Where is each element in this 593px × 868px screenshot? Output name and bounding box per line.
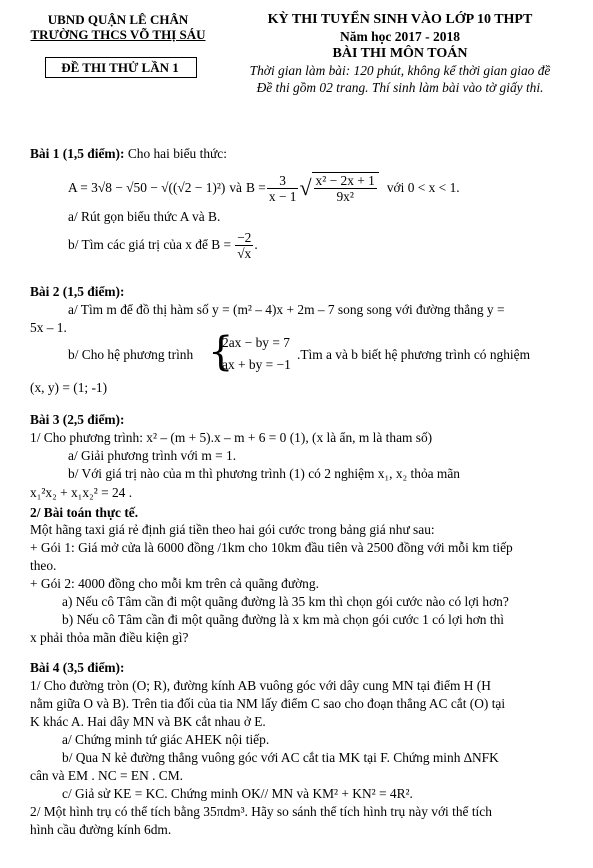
bai4-c: c/ Giả sử KE = KC. Chứng minh OK// MN và KM² + KN² = 4R².	[62, 786, 413, 801]
bai1-expressions	[68, 168, 460, 208]
bai1-heading	[30, 146, 227, 162]
system-eq2: ax + by = −1	[222, 357, 291, 372]
expr-b-fraction	[267, 173, 299, 204]
school-district: UBND QUẬN LÊ CHÂN	[47, 12, 189, 27]
bai3-p1a: a/ Giải phương trình với m = 1.	[68, 448, 237, 463]
expr-b-label: B =	[245, 180, 266, 195]
bai1-intro: Cho hai biểu thức:	[124, 146, 227, 161]
bai1-b-num: −2	[237, 229, 252, 245]
bai3-p2-intro: Một hãng taxi giá rẻ định giá tiền theo hai gói cước trong bảng giá như sau:	[30, 522, 435, 537]
bai1-a: a/ Rút gọn biểu thức A và B.	[68, 209, 221, 224]
bai4-p2-line2: hình cầu đường kính 6dm.	[30, 822, 172, 837]
expr-b-root-den: 9x²	[336, 189, 354, 204]
expr-b-root	[312, 172, 379, 204]
bai4-line3: K khác A. Hai dây MN và BK cắt nhau ở E.	[30, 714, 266, 729]
bai2-a-line2: 5x – 1.	[30, 320, 67, 335]
bai4-line1: 1/ Cho đường tròn (O; R), đường kính AB vuông góc với dây cung MN tại điểm H (H	[30, 678, 491, 693]
expr-a: A = 3√8 − √50 − √((√2 − 1)²)	[68, 180, 226, 195]
bai4-a: a/ Chứng minh tứ giác AHEK nội tiếp.	[62, 732, 270, 747]
bai3-p1b: b/ Với giá trị nào của m thì phương trình (1) có 2 nghiệm x₁, x₂ thỏa mãn	[68, 466, 460, 481]
bai1-b-fraction	[235, 230, 253, 261]
bai3-qb-line2: x phải thỏa mãn điều kiện gì?	[30, 630, 189, 645]
and-word: và	[229, 180, 242, 195]
bai4-line2: nằm giữa O và B). Trên tia đối của tia NM lấy điểm C sao cho đoạn thẳng AC cắt (O) tại	[30, 696, 506, 711]
subject-title: BÀI THI MÔN TOÁN	[332, 46, 468, 61]
bai3-qa: a) Nếu cô Tâm cần đi một quãng đường là 35 km thì chọn gói cước nào có lợi hơn?	[62, 594, 509, 609]
sqrt-sign-icon: √	[299, 175, 312, 200]
bai1-title: Bài 1 (1,5 điểm):	[30, 146, 125, 161]
bai1-b-end: .	[254, 237, 258, 252]
expr-b-root-num: x² − 2x + 1	[315, 173, 375, 188]
bai4-b-line2: cân và EM . NC = EN . CM.	[30, 768, 183, 783]
bai2-a-line1: a/ Tìm m để đồ thị hàm số y = (m² – 4)x + 2m – 7 song song với đường thẳng y =	[68, 302, 505, 317]
school-name: TRƯỜNG THCS VÕ THỊ SÁU	[30, 27, 206, 42]
page-note: Đề thi gồm 02 trang. Thí sinh làm bài vào tờ giấy thi.	[256, 80, 544, 95]
system-brace-icon: {	[208, 329, 234, 375]
bai1-b-den: √x	[237, 245, 252, 261]
bai2-title: Bài 2 (1,5 điểm):	[30, 284, 125, 299]
bai3-p2-title: 2/ Bài toán thực tế.	[30, 505, 139, 520]
system-eq1: 2ax − by = 7	[222, 335, 290, 350]
bai3-title: Bài 3 (2,5 điểm):	[30, 412, 125, 427]
bai1-b	[68, 228, 258, 262]
bai3-qb-line1: b) Nếu cô Tâm cần đi một quãng đường là x km mà chọn gói cước 1 có lợi hơn thì	[62, 612, 504, 627]
bai3-goi1-line1: + Gói 1: Giá mở cửa là 6000 đồng /1km cho 10km đầu tiên và 2500 đồng với mỗi km tiếp	[30, 540, 513, 555]
bai4-title: Bài 4 (3,5 điểm):	[30, 660, 125, 675]
bai2-b-text: b/ Cho hệ phương trình	[68, 347, 194, 362]
bai3-goi1-line2: theo.	[30, 558, 57, 573]
bai1-b-text: b/ Tìm các giá trị của x để B =	[68, 237, 232, 252]
bai2-b-post: .Tìm a và b biết hệ phương trình có nghiệm	[297, 347, 531, 362]
bai3-p1: 1/ Cho phương trình: x² – (m + 5).x – m + 6 = 0 (1), (x là ẩn, m là tham số)	[30, 430, 433, 445]
bai3-p1b-eq: x₁²x₂ + x₁x₂² = 24 .	[30, 485, 133, 500]
expr-b-num: 3	[267, 173, 299, 189]
bai4-b-line1: b/ Qua N kẻ đường thẳng vuông góc với AC cắt tia MK tại F. Chứng minh ∆NFK	[62, 750, 499, 765]
bai3-goi2: + Gói 2: 4000 đồng cho mỗi km trên cả quãng đường.	[30, 576, 319, 591]
bai4-p2-line1: 2/ Một hình trụ có thể tích bằng 35πdm³. Hãy so sánh thể tích hình trụ này với thể tích	[30, 804, 492, 819]
school-year: Năm học 2017 - 2018	[340, 29, 460, 44]
bai2-b-line2: (x, y) = (1; -1)	[30, 380, 108, 395]
exam-label: ĐỀ THI THỬ LẦN 1	[61, 60, 179, 75]
time-note: Thời gian làm bài: 120 phút, không kể thời gian giao đề	[249, 63, 551, 78]
expr-condition: với 0 < x < 1.	[386, 180, 460, 195]
expr-b-den: x − 1	[268, 188, 297, 204]
exam-title: KỲ THI TUYỂN SINH VÀO LỚP 10 THPT	[267, 12, 533, 27]
